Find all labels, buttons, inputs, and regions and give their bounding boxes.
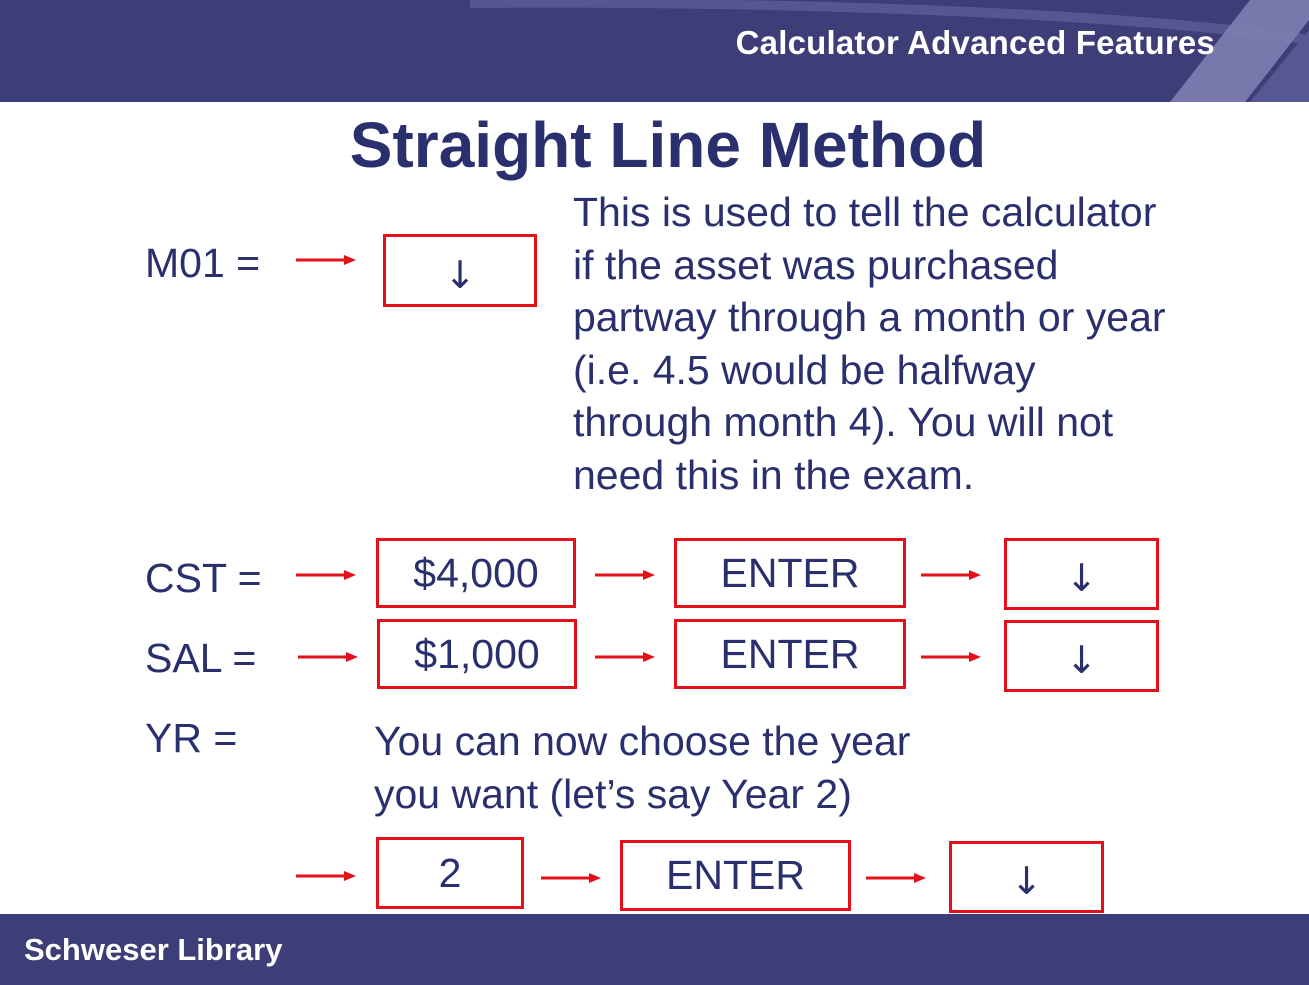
right-arrow-icon xyxy=(298,649,360,665)
yr-value-key: 2 xyxy=(376,837,524,909)
yr-down-key xyxy=(949,841,1104,913)
description-line: if the asset was purchased xyxy=(573,241,1059,288)
header-band xyxy=(0,0,1309,102)
cst-down-key xyxy=(1004,538,1159,610)
sal-value-key: $1,000 xyxy=(377,619,577,689)
header-title: Calculator Advanced Features xyxy=(735,24,1215,61)
m01-down-key xyxy=(383,234,537,307)
cst-enter-key: ENTER xyxy=(674,538,906,608)
m01-label: M01 = xyxy=(145,240,261,286)
note-line: You can now choose the year xyxy=(374,718,911,764)
sal-enter-key: ENTER xyxy=(674,619,906,689)
right-arrow-icon xyxy=(921,649,983,665)
right-arrow-icon xyxy=(296,868,358,884)
page-title: Straight Line Method xyxy=(349,109,987,181)
yr-label: YR = xyxy=(145,715,238,761)
yr-enter-key: ENTER xyxy=(620,840,851,911)
cst-label: CST = xyxy=(145,555,262,601)
description-line: (i.e. 4.5 would be halfway xyxy=(573,346,1036,393)
description-line: through month 4). You will not xyxy=(573,399,1114,445)
footer-label: Schweser Library xyxy=(24,932,283,967)
down-arrow-icon: ↓ xyxy=(1065,556,1098,600)
down-arrow-icon: ↓ xyxy=(444,252,476,297)
right-arrow-icon xyxy=(296,567,358,583)
right-arrow-icon xyxy=(541,870,603,886)
description-line: need this in the exam. xyxy=(573,451,975,498)
description-line: partway through a month or year xyxy=(573,294,1166,340)
yr-note xyxy=(374,715,910,820)
cst-value-key: $4,000 xyxy=(376,538,576,608)
right-arrow-icon xyxy=(866,870,928,886)
right-arrow-icon xyxy=(595,567,657,583)
m01-description xyxy=(573,186,1166,501)
note-line: you want (let’s say Year 2) xyxy=(374,770,852,817)
description-line: This is used to tell the calculator xyxy=(573,189,1157,235)
sal-label: SAL = xyxy=(145,635,257,681)
right-arrow-icon xyxy=(296,252,358,268)
footer-band xyxy=(0,914,1309,985)
down-arrow-icon: ↓ xyxy=(1010,859,1043,903)
sal-down-key xyxy=(1004,620,1159,692)
right-arrow-icon xyxy=(595,649,657,665)
right-arrow-icon xyxy=(921,567,983,583)
down-arrow-icon: ↓ xyxy=(1065,638,1098,682)
